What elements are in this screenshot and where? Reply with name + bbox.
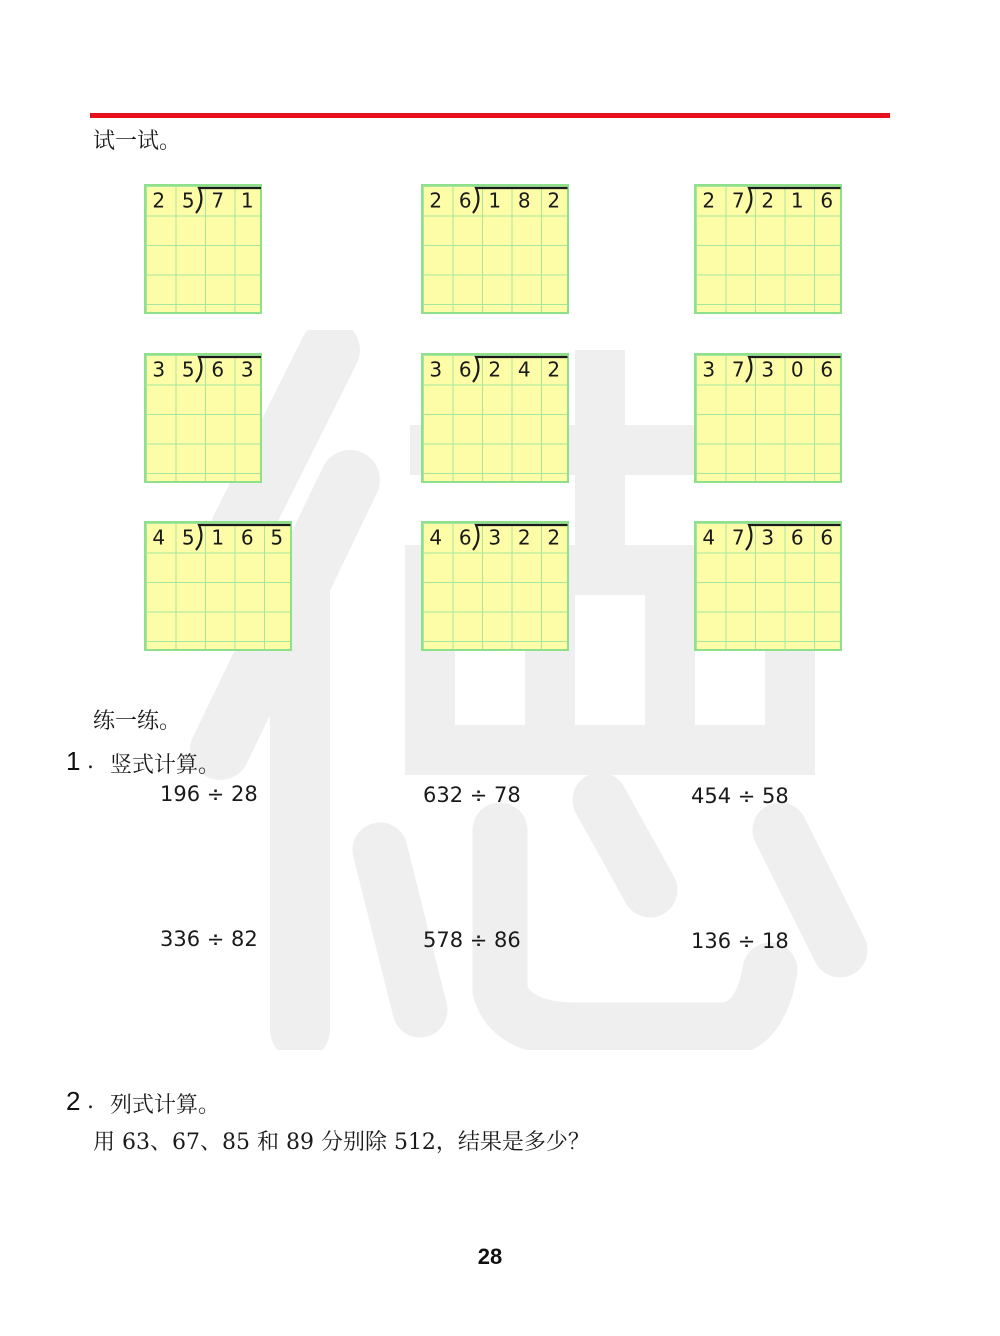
dividend-digit: 0 — [790, 357, 804, 382]
dividend-digit: 7 — [211, 188, 225, 213]
problem-2-text: 用 63、67、85 和 89 分别除 512，结果是多少？ — [93, 1130, 590, 1155]
dividend-digit: 6 — [820, 525, 834, 550]
divisor-digit: 6 — [458, 357, 472, 382]
exercise-4: 336 ÷ 82 — [160, 927, 258, 951]
dividend-digit: 1 — [488, 188, 502, 213]
dividend-digit: 6 — [240, 525, 254, 550]
problem-2-number: 2 — [66, 1086, 81, 1116]
divisor-digit: 3 — [429, 357, 443, 382]
dividend-digit: 1 — [211, 525, 225, 550]
dividend-digit: 6 — [820, 188, 834, 213]
dividend-digit: 1 — [790, 188, 804, 213]
divisor-digit: 4 — [152, 525, 166, 550]
divisor-digit: 5 — [181, 188, 195, 213]
dividend-digit: 5 — [270, 525, 284, 550]
division-notation — [694, 521, 842, 651]
division-notation — [694, 353, 842, 483]
header-rule — [90, 113, 890, 118]
divisor-digit: 3 — [152, 357, 166, 382]
division-notation — [421, 353, 569, 483]
dividend-digit: 4 — [517, 357, 531, 382]
divisor-digit: 5 — [181, 525, 195, 550]
division-notation — [694, 184, 842, 314]
division-notation — [144, 184, 262, 314]
page-number: 28 — [477, 1244, 503, 1269]
exercise-5: 578 ÷ 86 — [423, 928, 521, 952]
section-try-label: 试一试。 — [93, 129, 182, 154]
divisor-digit: 3 — [702, 357, 716, 382]
exercise-1: 196 ÷ 28 — [160, 782, 258, 806]
dividend-digit: 3 — [488, 525, 502, 550]
exercise-6: 136 ÷ 18 — [691, 929, 789, 953]
dividend-digit: 2 — [547, 525, 561, 550]
divisor-digit: 2 — [702, 188, 716, 213]
exercise-3: 454 ÷ 58 — [691, 784, 789, 808]
dividend-digit: 3 — [761, 525, 775, 550]
section-practice-label: 练一练。 — [93, 709, 182, 734]
divisor-digit: 4 — [702, 525, 716, 550]
division-notation — [144, 353, 262, 483]
division-notation — [421, 184, 569, 314]
problem-1-title: 竖式计算。 — [110, 753, 221, 778]
divisor-digit: 7 — [731, 188, 745, 213]
dividend-digit: 6 — [820, 357, 834, 382]
dividend-digit: 1 — [240, 188, 254, 213]
dividend-digit: 3 — [240, 357, 254, 382]
divisor-digit: 2 — [429, 188, 443, 213]
divisor-digit: 7 — [731, 357, 745, 382]
divisor-digit: 5 — [181, 357, 195, 382]
dividend-digit: 6 — [211, 357, 225, 382]
problem-1-number: 1 — [66, 746, 81, 776]
divisor-digit: 6 — [458, 188, 472, 213]
dividend-digit: 2 — [761, 188, 775, 213]
division-notation — [421, 521, 569, 651]
dividend-digit: 6 — [790, 525, 804, 550]
problem-1-dot: . — [87, 749, 94, 774]
dividend-digit: 8 — [517, 188, 531, 213]
divisor-digit: 7 — [731, 525, 745, 550]
dividend-digit: 2 — [547, 357, 561, 382]
dividend-digit: 2 — [517, 525, 531, 550]
dividend-digit: 2 — [547, 188, 561, 213]
divisor-digit: 4 — [429, 525, 443, 550]
division-notation — [144, 521, 292, 651]
dividend-digit: 2 — [488, 357, 502, 382]
problem-2-dot: . — [87, 1089, 94, 1114]
dividend-digit: 3 — [761, 357, 775, 382]
divisor-digit: 6 — [458, 525, 472, 550]
problem-2-title: 列式计算。 — [110, 1093, 221, 1118]
exercise-2: 632 ÷ 78 — [423, 783, 521, 807]
divisor-digit: 2 — [152, 188, 166, 213]
